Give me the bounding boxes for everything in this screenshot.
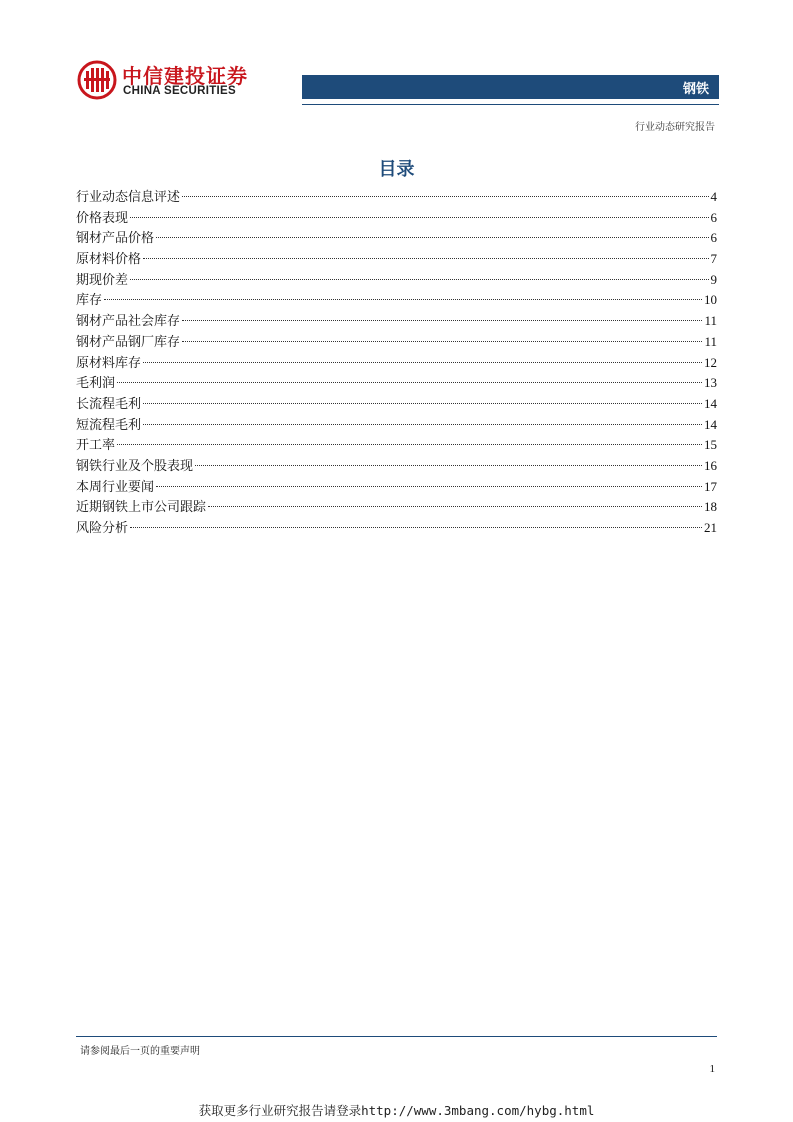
header-divider [302, 104, 719, 105]
toc-entry-page: 17 [704, 478, 717, 494]
toc-entry-label: 钢材产品社会库存 [76, 314, 181, 330]
toc-leader-dots [130, 527, 702, 528]
page-number: 1 [709, 1063, 715, 1075]
toc-entry-page: 11 [704, 333, 717, 349]
toc-leader-dots [143, 258, 708, 259]
toc-entry-label: 风险分析 [76, 521, 129, 536]
toc-entry-label: 开工率 [76, 438, 116, 454]
toc-entry-page: 7 [710, 251, 717, 267]
toc-entry[interactable] [76, 415, 717, 436]
toc-entry[interactable] [76, 373, 717, 394]
toc-entry-page: 14 [704, 416, 717, 432]
report-type: 行业动态研究报告 [635, 122, 715, 133]
toc-entry[interactable] [76, 228, 717, 249]
toc-entry-label: 本周行业要闻 [76, 479, 155, 495]
toc-leader-dots [117, 444, 702, 445]
toc-entry[interactable] [76, 208, 717, 229]
toc-entry[interactable] [76, 332, 717, 353]
toc-entry[interactable] [76, 353, 717, 374]
toc-entry-label: 近期钢铁上市公司跟踪 [76, 500, 207, 516]
toc-title: 目录 [378, 159, 415, 180]
disclaimer-note: 请参阅最后一页的重要声明 [80, 1046, 200, 1057]
toc-entry[interactable] [76, 290, 717, 311]
toc-entry-label: 毛利润 [76, 376, 116, 392]
toc-leader-dots [104, 299, 702, 300]
toc-leader-dots [130, 217, 708, 218]
toc-leader-dots [182, 341, 702, 342]
toc-entry-page: 4 [710, 189, 717, 204]
toc-entry[interactable] [76, 518, 717, 539]
toc-entry-page: 6 [710, 230, 717, 246]
china-securities-logo [77, 60, 247, 102]
toc-entry-label: 库存 [76, 293, 103, 309]
toc-entry-label: 长流程毛利 [76, 396, 142, 412]
toc-entry-page: 14 [704, 395, 717, 411]
toc-entry-label: 钢材产品钢厂库存 [76, 334, 181, 350]
toc-leader-dots [143, 362, 702, 363]
toc-leader-dots [117, 382, 702, 383]
toc-leader-dots [156, 237, 708, 238]
toc-entry[interactable] [76, 394, 717, 415]
toc-entry[interactable] [76, 187, 717, 208]
toc-entry-page: 18 [704, 499, 717, 515]
toc-entry-label: 原材料库存 [76, 355, 142, 371]
brand-name-cn: 中信建投证券 [122, 64, 248, 88]
toc-entry-label: 原材料价格 [76, 252, 142, 268]
toc-leader-dots [156, 486, 702, 487]
toc-entry-page: 10 [704, 292, 717, 308]
sector-label: 钢铁 [682, 82, 709, 97]
toc-entry-label: 钢铁行业及个股表现 [76, 458, 194, 474]
toc-entry-label: 短流程毛利 [76, 417, 142, 433]
table-of-contents [76, 187, 717, 539]
toc-entry-label: 行业动态信息评述 [76, 190, 181, 205]
toc-entry-label: 期现价差 [76, 272, 129, 288]
toc-entry-page: 15 [704, 437, 717, 453]
toc-leader-dots [143, 403, 702, 404]
toc-entry-page: 6 [710, 209, 717, 225]
toc-leader-dots [143, 424, 702, 425]
toc-entry-page: 16 [704, 457, 717, 473]
toc-leader-dots [195, 465, 702, 466]
toc-leader-dots [208, 506, 702, 507]
toc-entry-label: 钢材产品价格 [76, 231, 155, 247]
toc-entry[interactable] [76, 477, 717, 498]
toc-entry-page: 11 [704, 313, 717, 329]
toc-entry-page: 21 [704, 520, 717, 535]
toc-entry-page: 13 [704, 375, 717, 391]
promo-link-text[interactable]: 获取更多行业研究报告请登录http://www.3mbang.com/hybg.html [198, 1103, 595, 1118]
sector-banner [302, 75, 719, 99]
toc-entry-page: 12 [704, 354, 717, 370]
toc-leader-dots [182, 196, 708, 197]
footer-divider [76, 1036, 717, 1037]
toc-entry[interactable] [76, 497, 717, 518]
toc-leader-dots [182, 320, 702, 321]
brand-name-en: CHINA SECURITIES [123, 85, 236, 97]
toc-entry[interactable] [76, 435, 717, 456]
page-header [0, 0, 793, 140]
toc-entry[interactable] [76, 270, 717, 291]
toc-entry-label: 价格表现 [76, 210, 129, 226]
toc-leader-dots [130, 279, 708, 280]
logo-emblem-icon [77, 60, 117, 100]
toc-entry[interactable] [76, 456, 717, 477]
toc-entry[interactable] [76, 311, 717, 332]
toc-entry-page: 9 [710, 271, 717, 287]
toc-entry[interactable] [76, 249, 717, 270]
